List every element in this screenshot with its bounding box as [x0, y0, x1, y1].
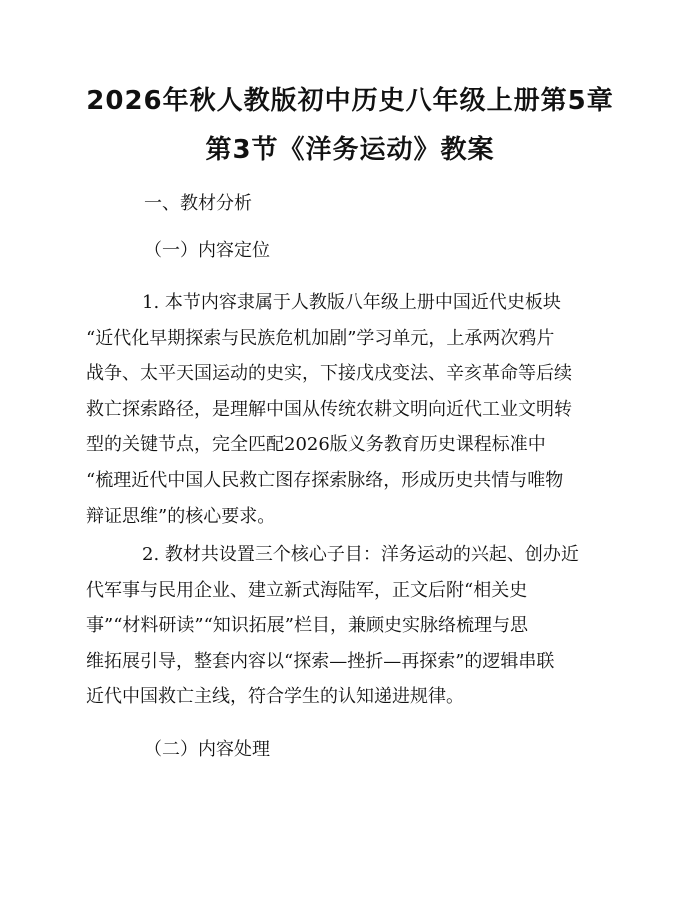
paragraph-line: 辩证思维”的核心要求。: [86, 505, 276, 527]
paragraph-line: 型的关键节点，完全匹配2026版义务教育历史课程标准中: [86, 434, 546, 456]
paragraph-line: 2. 教材共设置三个核心子目：洋务运动的兴起、创办近: [142, 544, 579, 565]
paragraph-line: 近代中国救亡主线，符合学生的认知递进规律。: [86, 686, 464, 708]
paragraph-textbook-structure: [86, 537, 626, 715]
paragraph-line: 代军事与民用企业、建立新式海陆军，正文后附“相关史: [86, 579, 528, 601]
subsection-heading-content-positioning: （一）内容定位: [144, 240, 270, 261]
subsection-heading-content-processing: （二）内容处理: [144, 739, 270, 760]
paragraph-line: 战争、太平天国运动的史实，下接戊戌变法、辛亥革命等后续: [86, 363, 572, 385]
paragraph-line: 1. 本节内容隶属于人教版八年级上册中国近代史板块: [142, 292, 561, 313]
paragraph-line: 事”“材料研读”“知识拓展”栏目，兼顾史实脉络梳理与思: [86, 615, 529, 637]
document-title-line-1: 2026年秋人教版初中历史八年级上册第5章: [86, 86, 614, 116]
paragraph-line: “梳理近代中国人民救亡图存探索脉络，形成历史共情与唯物: [86, 469, 564, 491]
paragraph-content-positioning: [86, 285, 626, 534]
paragraph-line: “近代化早期探索与民族危机加剧”学习单元，上承两次鸦片: [86, 327, 555, 349]
document-title-line-2: 第3节《洋务运动》教案: [205, 135, 495, 165]
paragraph-line: 维拓展引导，整套内容以“探索—挫折—再探索”的逻辑串联: [86, 650, 555, 672]
paragraph-line: 救亡探索路径，是理解中国从传统农耕文明向近代工业文明转: [86, 398, 572, 420]
section-heading-textbook-analysis: 一、教材分析: [144, 193, 252, 214]
